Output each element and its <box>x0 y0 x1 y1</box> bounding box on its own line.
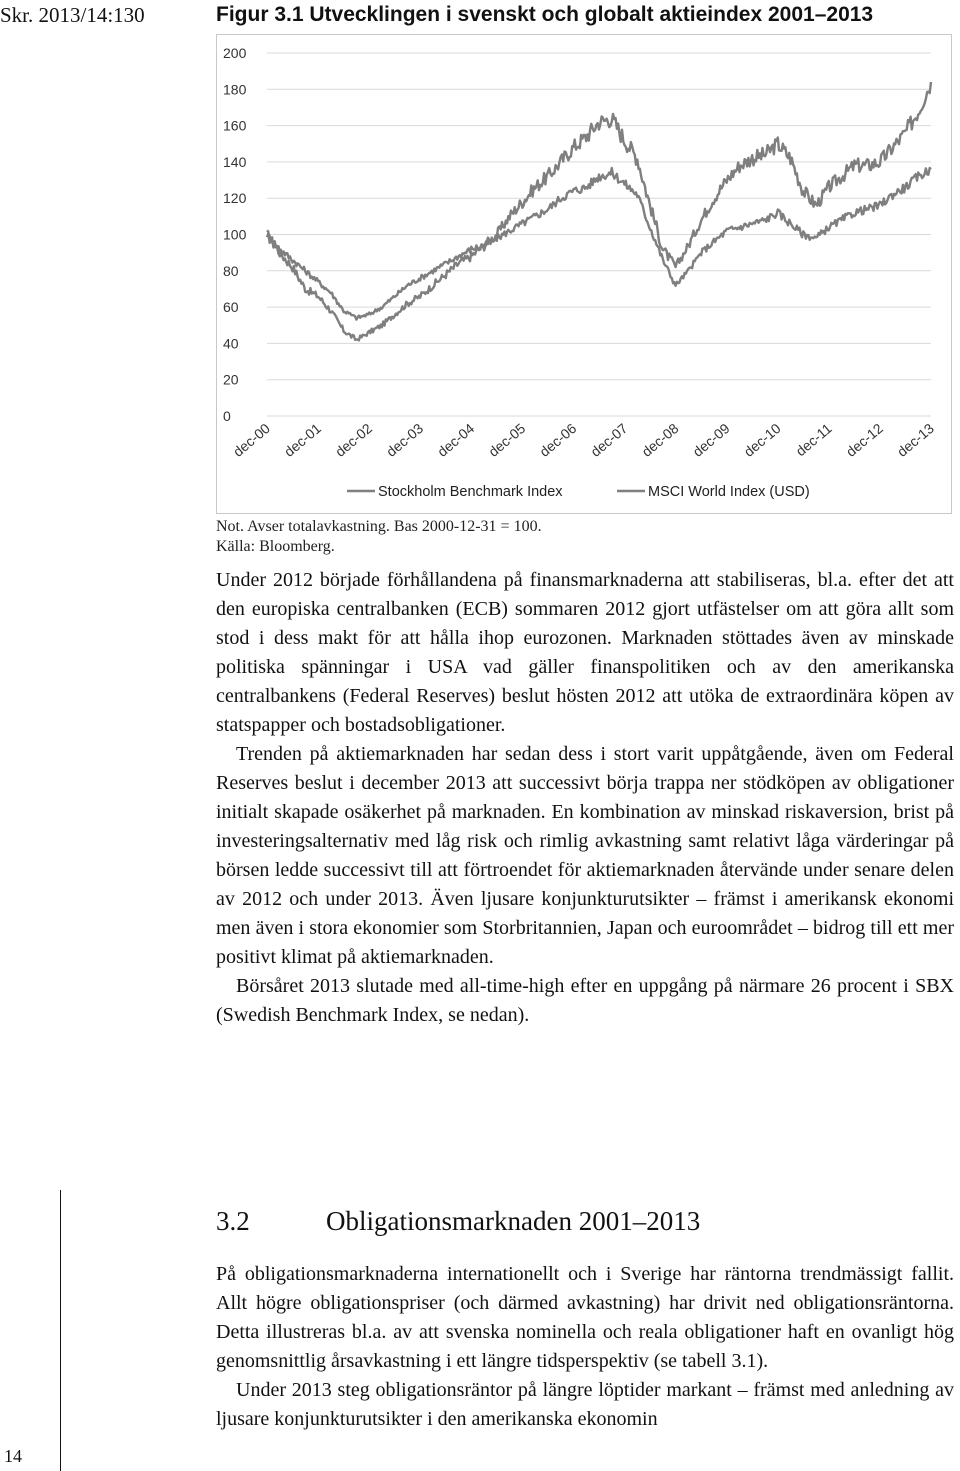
chart-source: Källa: Bloomberg. <box>216 538 335 555</box>
paragraph: På obligationsmarknaderna internationellt och i Sverige har räntorna trendmässigt fallit. Allt högre obligationspriser (och därmed avkastning) har drivit ned obligationsräntorna. Detta illustreras bl.a. av att svenska nominella och reala obligationer haft en ovanligt hög genomsnittlig årsavkastning i ett längre tidsperspektiv (se tabell 3.1). <box>216 1263 954 1372</box>
x-tick-label: dec-08 <box>638 420 682 460</box>
paragraph: Börsåret 2013 slutade med all-time-high efter en uppgång på närmare 26 procent i SBX (Swedish Benchmark Index, se nedan). <box>216 975 954 1026</box>
y-tick-label: 0 <box>223 408 231 424</box>
series-line-stockholm-benchmark <box>267 82 931 340</box>
y-tick-label: 120 <box>223 190 247 207</box>
legend-label: Stockholm Benchmark Index <box>378 484 563 500</box>
page-number: 14 <box>4 1446 22 1466</box>
y-tick-label: 20 <box>223 371 239 388</box>
section-title: Obligationsmarknaden 2001–2013 <box>326 1206 701 1236</box>
y-tick-label: 60 <box>223 299 239 316</box>
section-heading <box>216 1206 700 1237</box>
margin-rule <box>60 1190 61 1471</box>
x-tick-label: dec-05 <box>485 420 529 460</box>
y-tick-label: 100 <box>223 226 247 243</box>
x-tick-label: dec-02 <box>332 420 376 460</box>
x-tick-label: dec-07 <box>587 420 631 460</box>
x-tick-label: dec-11 <box>792 420 835 460</box>
section-number: 3.2 <box>216 1206 250 1236</box>
paragraph: Under 2013 steg obligationsräntor på längre löptider markant – främst med anledning av ljusare konjunkturutsikter i den amerikanska ekonomin <box>216 1379 954 1430</box>
y-tick-label: 160 <box>223 117 247 134</box>
x-tick-label: dec-10 <box>740 420 784 460</box>
x-tick-label: dec-01 <box>280 420 325 460</box>
x-tick-label: dec-12 <box>842 420 886 460</box>
figure-title: Figur 3.1 Utvecklingen i svenskt och globalt aktieindex 2001–2013 <box>216 3 874 26</box>
x-tick-label: dec-13 <box>893 420 937 460</box>
x-tick-label: dec-03 <box>383 420 427 460</box>
document-reference: Skr. 2013/14:130 <box>0 3 145 27</box>
y-tick-label: 200 <box>223 45 247 61</box>
x-tick-label: dec-09 <box>689 420 733 460</box>
y-tick-label: 40 <box>223 335 239 352</box>
paragraph: Under 2012 började förhållandena på finansmarknaderna att stabiliseras, bl.a. efter det att den europiska centralbanken (ECB) sommaren 2012 gjort utfästelser om att göra allt som stod i dess makt för att hålla ihop eurozonen. Marknaden stöttades även av minskade politiska spänningar i USA vad gäller finanspolitiken och av den amerikanska centralbankens (Federal Reserves) beslut hösten 2012 att utöka de extraordinära köpen av statspapper och bostadsobligationer. <box>216 569 954 736</box>
x-tick-label: dec-04 <box>434 420 478 460</box>
x-tick-label: dec-00 <box>229 420 273 460</box>
y-tick-label: 180 <box>223 81 247 98</box>
y-tick-label: 140 <box>223 153 247 170</box>
chart-frame <box>216 34 952 514</box>
chart-note: Not. Avser totalavkastning. Bas 2000-12-31 = 100. <box>216 518 542 535</box>
y-tick-label: 80 <box>223 262 239 279</box>
x-tick-label: dec-06 <box>536 420 580 460</box>
paragraph: Trenden på aktiemarknaden har sedan dess i stort varit uppåtgående, även om Federal Reserves beslut i december 2013 att successivt börja trappa ner stödköpen av obligationer initialt skapade osäkerhet på marknaden. En kombination av minskad riskaversion, brist på investeringsalternativ med låg risk och rimlig avkastning samt relativt låga värderingar på börsen ledde successivt till att förtroendet för aktiemarknaden återvände under senare delen av 2012 och under 2013. Även ljusare konjunkturutsikter – främst i amerikansk ekonomi men även i stora ekonomier som Storbritannien, Japan och euroområdet – bidrog till ett mer positivt klimat på aktiemarknaden. <box>216 743 954 968</box>
body-text-section-1 <box>216 566 954 1030</box>
body-text-section-2 <box>216 1260 954 1434</box>
line-chart <box>217 35 953 515</box>
legend-label: MSCI World Index (USD) <box>648 484 810 500</box>
